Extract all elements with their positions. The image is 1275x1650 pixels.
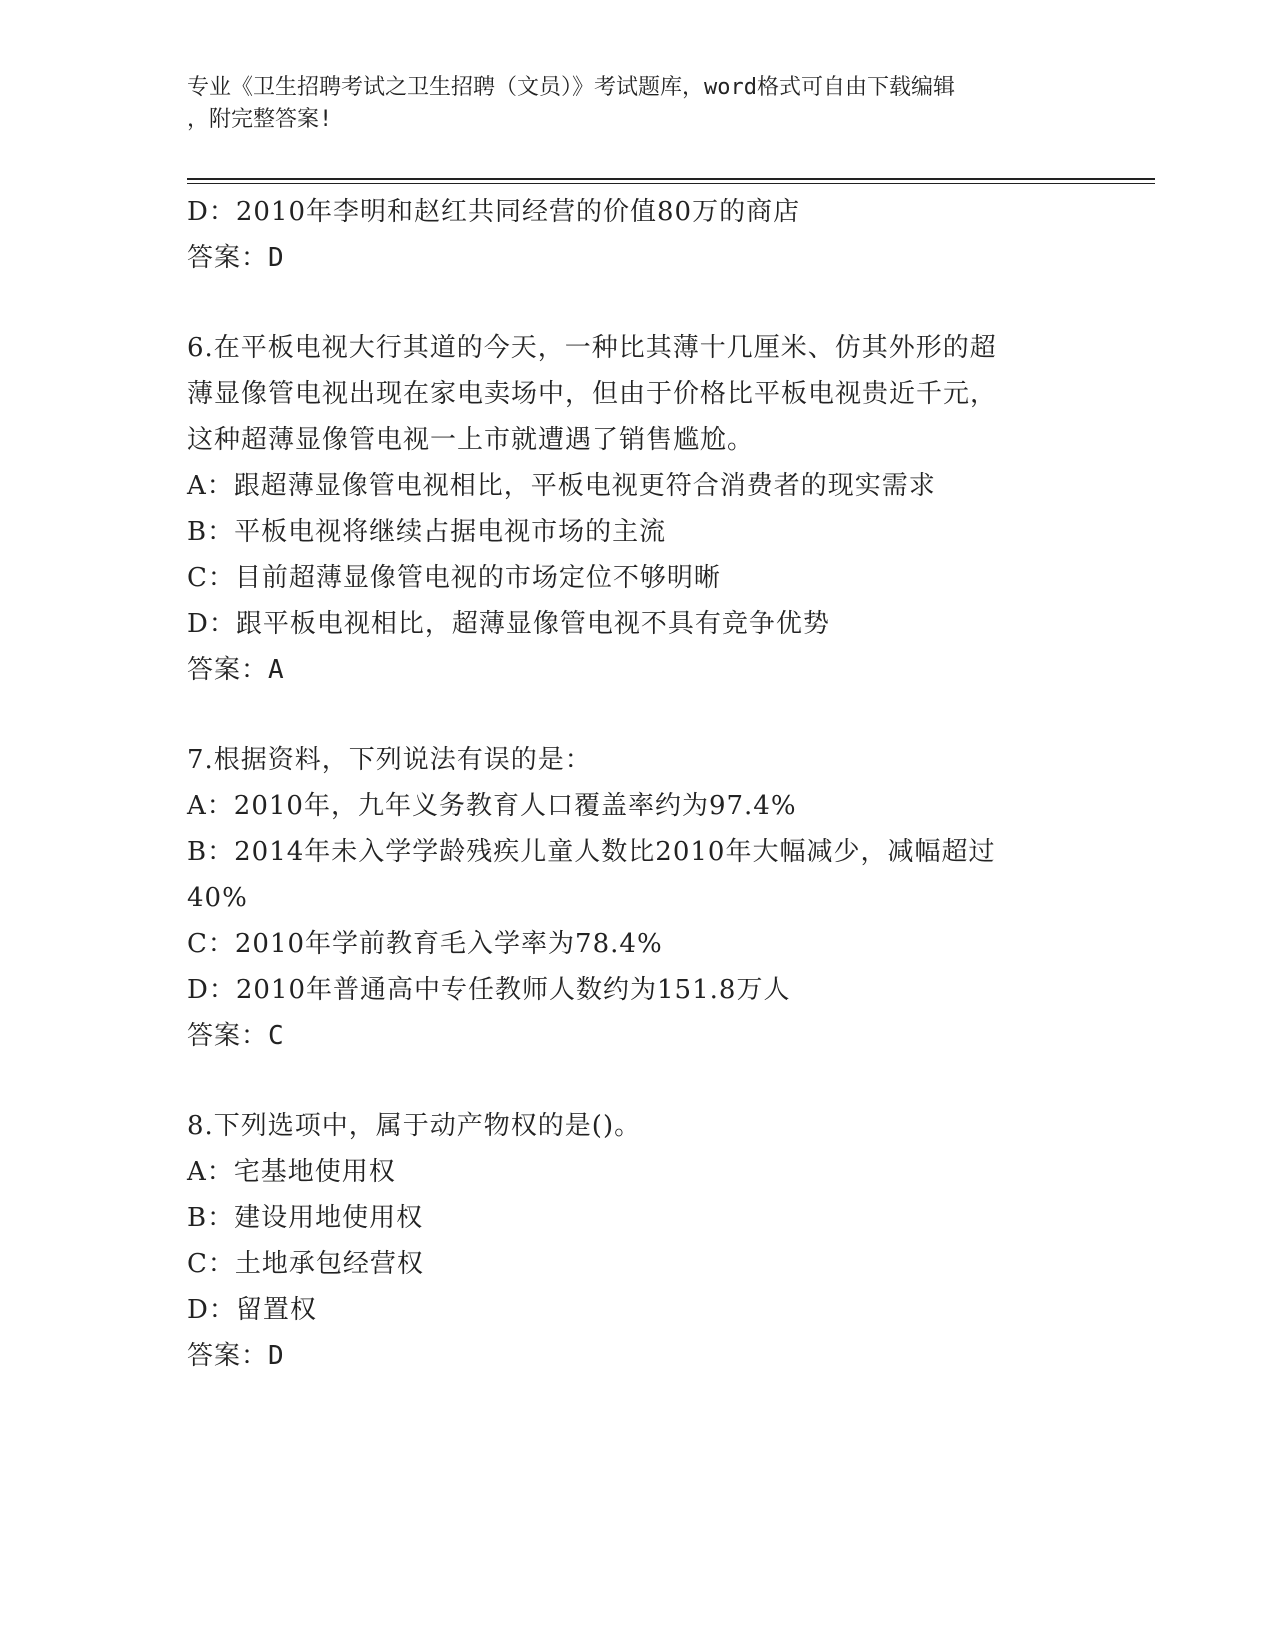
q5-option-d: D：2010年李明和赵红共同经营的价值80万的商店 [187,197,801,227]
document-header [187,72,1087,136]
q7-stem: 7.根据资料，下列说法有误的是： [187,745,592,775]
header-rule-thin [187,183,1155,184]
q6-option-a: A：跟超薄显像管电视相比，平板电视更符合消费者的现实需求 [187,471,936,501]
answer-value: D [268,1341,285,1371]
question-8 [187,1103,1067,1379]
answer-label: 答案： [187,243,269,273]
question-6 [187,325,1067,693]
q7-option-b-line-2: 40% [187,883,248,913]
answer-label: 答案： [187,1341,269,1371]
q7-option-c: C：2010年学前教育毛入学率为78.4% [187,929,663,959]
q8-answer [187,1333,1067,1379]
q6-stem-line-2: 薄显像管电视出现在家电卖场中，但由于价格比平板电视贵近千元， [187,379,998,409]
header-rule-thick [187,178,1155,180]
q7-option-a: A：2010年，九年义务教育人口覆盖率约为97.4% [187,791,797,821]
q7-option-b-line-1: B：2014年未入学学龄残疾儿童人数比2010年大幅减少，减幅超过 [187,837,996,867]
q8-option-d: D：留置权 [187,1295,317,1325]
q6-option-c: C：目前超薄显像管电视的市场定位不够明晰 [187,563,721,593]
q6-answer [187,647,1067,693]
q8-stem: 8.下列选项中，属于动产物权的是()。 [187,1111,642,1141]
question-list [187,189,1067,1379]
answer-value: D [268,243,285,273]
q8-option-a: A：宅基地使用权 [187,1157,396,1187]
q8-option-b: B：建设用地使用权 [187,1203,424,1233]
header-line-1: 专业《卫生招聘考试之卫生招聘（文员）》考试题库，word格式可自由下载编辑 [187,75,955,100]
question-7 [187,737,1067,1059]
q6-option-b: B：平板电视将继续占据电视市场的主流 [187,517,667,547]
q6-stem-line-3: 这种超薄显像管电视一上市就遭遇了销售尴尬。 [187,425,755,455]
answer-value: C [268,1021,285,1051]
header-line-2: ，附完整答案! [187,107,333,132]
question-5 [187,189,1067,281]
answer-label: 答案： [187,655,269,685]
q6-stem-line-1: 6.在平板电视大行其道的今天，一种比其薄十几厘米、仿其外形的超 [187,333,997,363]
answer-label: 答案： [187,1021,269,1051]
q7-option-d: D：2010年普通高中专任教师人数约为151.8万人 [187,975,791,1005]
q5-answer [187,235,1067,281]
q7-answer [187,1013,1067,1059]
q8-option-c: C：土地承包经营权 [187,1249,424,1279]
answer-value: A [268,655,285,685]
q6-option-d: D：跟平板电视相比，超薄显像管电视不具有竞争优势 [187,609,830,639]
